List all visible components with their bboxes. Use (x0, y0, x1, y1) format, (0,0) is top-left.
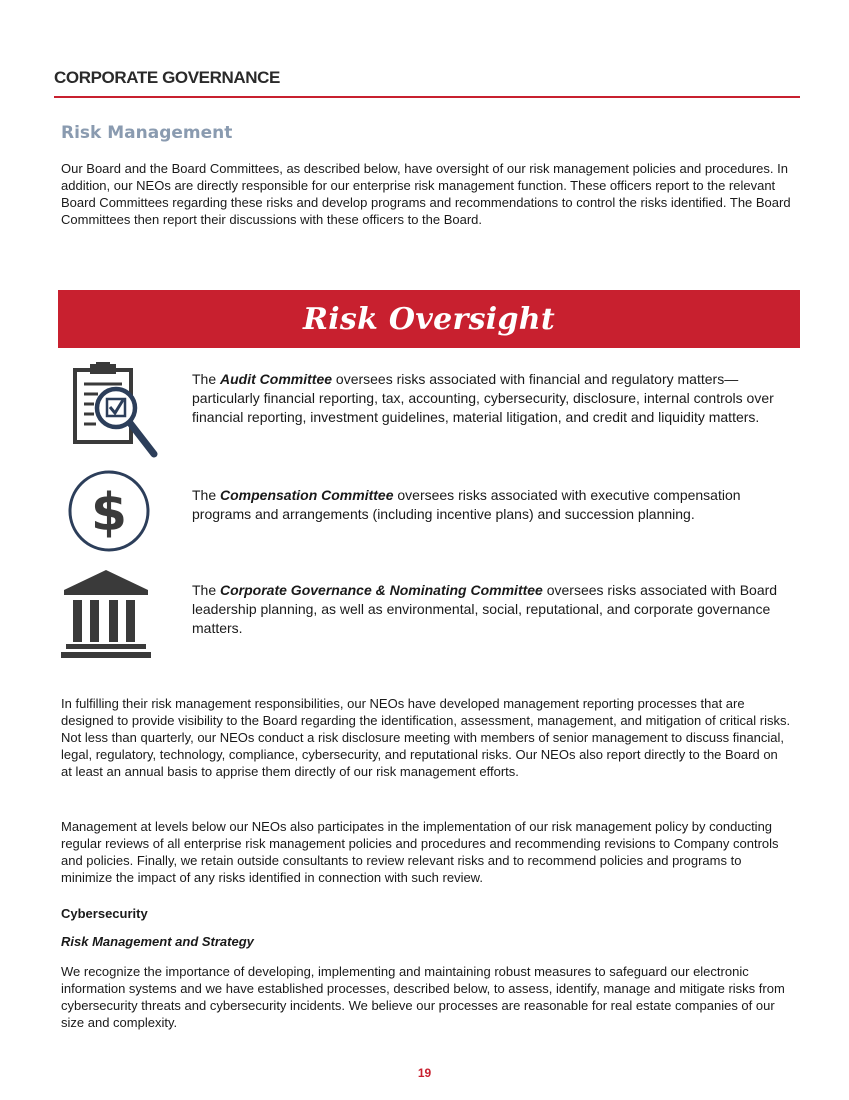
risk-management-intro: Our Board and the Board Committees, as described below, have oversight of our risk management policies and procedures. In addition, our NEOs are directly responsible for our enterprise risk management function. These officers report to the relevant Board Committees regarding these risks and develop programs and recommendations to control the risks identified. The Board Committees then report their discussions with these officers to the Board. (61, 161, 791, 227)
governance-committee-text (192, 581, 792, 638)
risk-oversight-banner (58, 290, 800, 348)
management-levels-paragraph: Management at levels below our NEOs also participates in the implementation of our risk management policy by conducting regular reviews of all enterprise risk management policies and procedures and recommending revisions to Company controls and policies. Finally, we retain outside consultants to review relevant risks and to recommend policies and programs to minimize the impact of any risks identified in connection with such review. (61, 819, 779, 885)
compensation-committee-text (192, 486, 792, 524)
svg-text:$: $ (90, 483, 128, 543)
risk-oversight-title: Risk Oversight (302, 301, 556, 337)
cybersecurity-paragraph: We recognize the importance of developing, implementing and maintaining robust measures to safeguard our electronic information systems and we have established processes, described below, to assess, identify, manage and mitigate risks from cybersecurity threats and cybersecurity incidents. We believe our processes are reasonable for real estate companies of our size and complexity. (61, 964, 785, 1030)
risk-management-strategy-heading: Risk Management and Strategy (61, 934, 254, 949)
audit-committee-description: oversees risks associated with financial and regulatory matters—particularly financial reporting, tax, accounting, cybersecurity, disclosure, internal controls over financial reporting, investment guidelines, material litigation, and credit and liquidity matters. (192, 371, 774, 425)
audit-committee-prefix: The (192, 371, 221, 387)
governance-committee-name: Corporate Governance & Nominating Committee (220, 582, 543, 598)
risk-responsibilities-paragraph: In fulfilling their risk management responsibilities, our NEOs have developed management reporting processes that are designed to provide visibility to the Board regarding the identification, assessment, management, and mitigation of critical risks. Not less than quarterly, our NEOs conduct a risk disclosure meeting with members of senior management to discuss financial, legal, regulatory, technology, compliance, cybersecurity, and reputational risks. Our NEOs also report directly to the Board on at least an annual basis to apprise them directly of our risk management efforts. (61, 696, 791, 779)
section-title: CORPORATE GOVERNANCE (54, 68, 280, 87)
compensation-committee-description: oversees risks associated with executive compensation programs and arrangements (including incentive plans) and succession planning. (192, 487, 741, 522)
government-building-icon (60, 568, 152, 665)
section-header (54, 68, 800, 98)
compensation-committee-name: Compensation Committee (220, 487, 394, 503)
cybersecurity-heading: Cybersecurity (61, 906, 148, 921)
page-number: 19 (417, 1066, 432, 1080)
governance-committee-prefix: The (192, 582, 221, 598)
clipboard-magnifier-icon (70, 362, 162, 465)
dollar-coin-icon (67, 469, 151, 558)
governance-committee-description: oversees risks associated with Board leadership planning, as well as environmental, social, reputational, and corporate governance matters. (192, 582, 778, 636)
compensation-committee-prefix: The (192, 487, 221, 503)
audit-committee-name: Audit Committee (220, 371, 333, 387)
risk-management-heading: Risk Management (61, 123, 233, 143)
audit-committee-text (192, 370, 792, 427)
